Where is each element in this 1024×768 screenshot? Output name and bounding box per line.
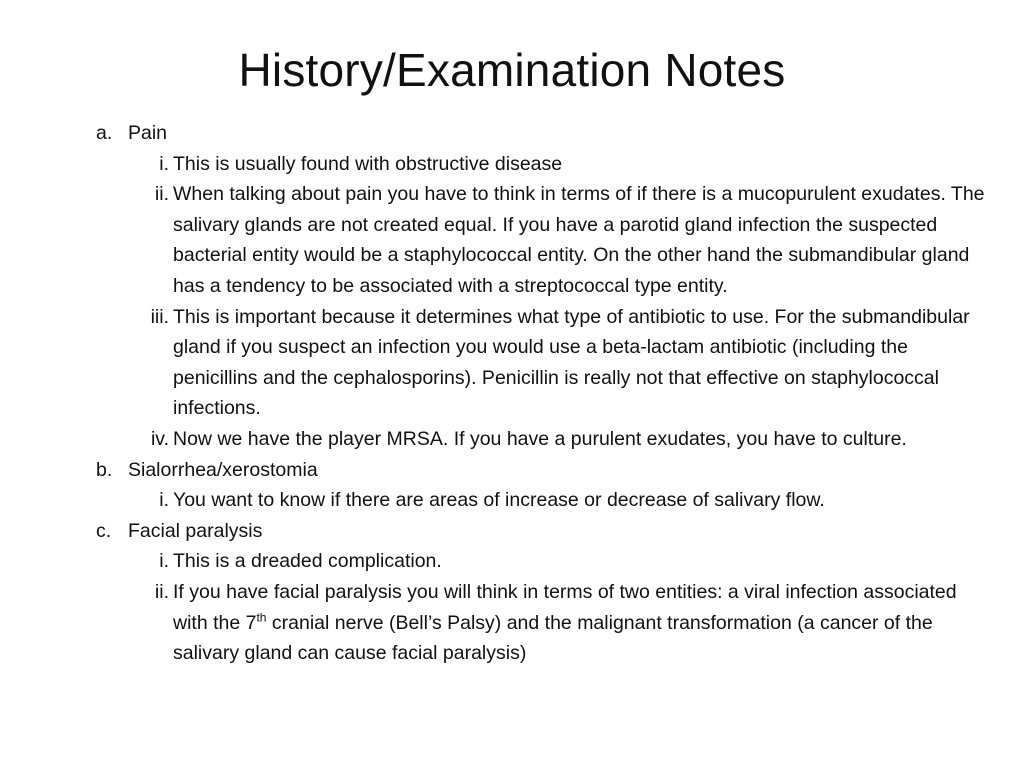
text-after-superscript: cranial nerve (Bell’s Palsy) and the malignant transformation (a cancer of the salivary gland can cause facial paralysis) <box>173 611 933 665</box>
list-marker: i. <box>159 152 169 175</box>
list-item-text: This is a dreaded complication. <box>173 550 442 573</box>
list-marker: iv. <box>150 427 169 450</box>
slide-body <box>96 118 996 669</box>
section-sialorrhea <box>96 455 996 486</box>
list-item <box>140 424 996 455</box>
section-heading: Facial paralysis <box>128 519 263 542</box>
list-marker: a. <box>96 122 113 144</box>
list-item-text: Now we have the player MRSA. If you have a purulent exudates, you have to culture. <box>173 427 907 450</box>
list-marker: c. <box>96 519 112 542</box>
list-marker: i. <box>159 489 169 512</box>
ordinal-superscript: th <box>256 610 267 624</box>
list-marker: iii. <box>150 305 169 328</box>
list-marker: i. <box>159 550 169 573</box>
slide-title: History/Examination Notes <box>238 44 786 96</box>
section-facial-paralysis <box>96 516 996 547</box>
list-item <box>140 485 996 516</box>
list-item-text: This is usually found with obstructive disease <box>173 152 563 175</box>
section-heading: Sialorrhea/xerostomia <box>128 458 318 481</box>
list-item <box>140 302 996 424</box>
list-item-text: When talking about pain you have to think in terms of if there is a mucopurulent exudates. The salivary glands are not created equal. If you have a parotid gland infection the suspected bacterial entity would be a staphylococcal entity. On the other hand the submandibular gland has a tendency to be associated with a streptococcal type entity. <box>173 183 985 297</box>
list-item-text: This is important because it determines what type of antibiotic to use. For the submandibular gland if you suspect an infection you would use a beta-lactam antibiotic (including the penicillins and the cephalosporins). Penicillin is really not that effective on staphylococcal infections. <box>173 305 970 420</box>
list-item-text <box>173 577 996 669</box>
list-item <box>140 179 996 301</box>
section-pain <box>96 118 996 149</box>
list-marker: b. <box>96 458 113 481</box>
list-item-text: You want to know if there are areas of increase or decrease of salivary flow. <box>173 489 825 512</box>
list-item <box>140 149 996 180</box>
list-marker: ii. <box>154 183 169 206</box>
list-marker: ii. <box>154 580 169 603</box>
list-item <box>140 577 996 669</box>
text-before-superscript: If you have facial paralysis you will think in terms of two entities: a viral infection associated with the 7 <box>173 580 957 634</box>
section-heading: Pain <box>128 122 168 144</box>
list-item <box>140 546 996 577</box>
